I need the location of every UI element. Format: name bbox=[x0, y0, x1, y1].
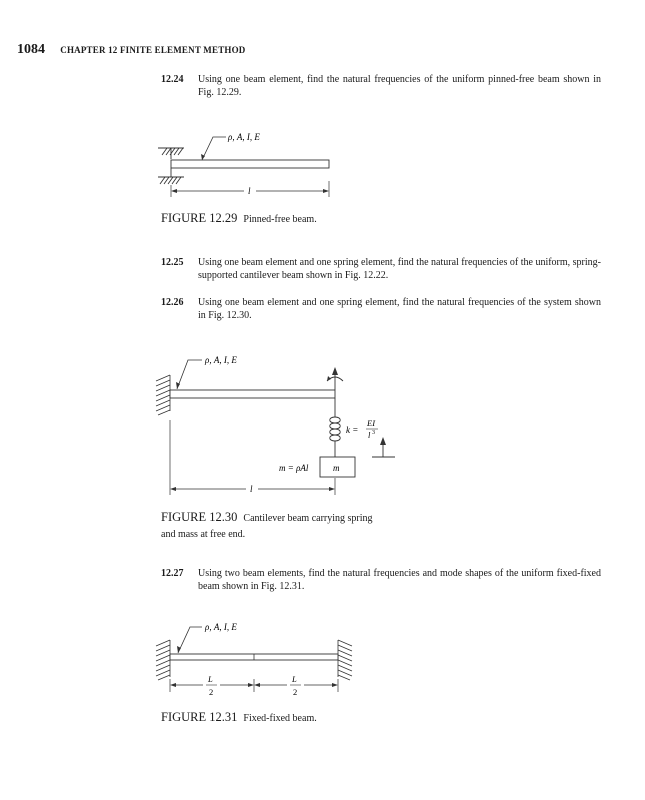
figure-12-29-diagram bbox=[150, 125, 350, 200]
stiffness-label: k = bbox=[346, 425, 359, 435]
problem-text: Using two beam elements, find the natural frequencies and mode shapes of the uniform fixed-fixed beam shown in Fig. 12.31. bbox=[198, 568, 601, 592]
beam bbox=[171, 160, 329, 168]
mass-equation: m = ρAl bbox=[279, 463, 309, 473]
property-label: ρ, A, I, E bbox=[205, 355, 237, 365]
property-leader-arrow bbox=[177, 360, 202, 389]
problem-text: Using one beam element, find the natural frequencies of the uniform pinned-free beam shown in Fig. 12.29. bbox=[198, 74, 601, 98]
property-label: ρ, A, I, E bbox=[205, 622, 237, 632]
problem-12-25 bbox=[161, 256, 601, 282]
mass-label: m bbox=[333, 463, 340, 473]
figure-12-30-caption bbox=[161, 510, 373, 542]
pin-support-top bbox=[158, 148, 184, 159]
problem-12-27 bbox=[161, 567, 601, 593]
problem-text: Using one beam element and one spring element, find the natural frequencies of the uniform, spring-supported cantilever beam shown in Fig. 12.22. bbox=[198, 257, 601, 281]
problem-text: Using one beam element and one spring element, find the natural frequencies of the system shown in Fig. 12.30. bbox=[198, 297, 601, 321]
problem-number: 12.27 bbox=[161, 568, 184, 579]
problem-12-26 bbox=[161, 296, 601, 322]
figure-12-29-caption bbox=[161, 211, 317, 227]
length-label: l bbox=[250, 484, 253, 494]
half-length-numerator-left: L bbox=[208, 674, 213, 684]
figure-12-31-diagram bbox=[150, 615, 360, 705]
half-length-denominator-right: 2 bbox=[293, 687, 298, 697]
property-leader-arrow bbox=[202, 137, 226, 160]
half-length-dimensions bbox=[170, 679, 338, 692]
problem-number: 12.24 bbox=[161, 74, 184, 85]
figure-title: Cantilever beam carrying spring bbox=[243, 513, 373, 524]
problem-12-24 bbox=[161, 73, 601, 99]
figure-title-continued: and mass at free end. bbox=[161, 529, 246, 540]
problem-number: 12.26 bbox=[161, 297, 184, 308]
property-label: ρ, A, I, E bbox=[228, 132, 260, 142]
pin-support-bottom bbox=[158, 168, 184, 184]
spring-coil bbox=[330, 398, 341, 457]
figure-12-30-diagram bbox=[150, 345, 400, 505]
problem-number: 12.25 bbox=[161, 257, 184, 268]
half-length-numerator-right: L bbox=[292, 674, 297, 684]
fixed-wall bbox=[156, 375, 170, 415]
beam bbox=[170, 390, 335, 398]
stiffness-denominator: l bbox=[368, 430, 371, 440]
figure-title: Fixed-fixed beam. bbox=[243, 713, 317, 724]
figure-12-31-caption bbox=[161, 710, 317, 726]
figure-label: FIGURE 12.30 bbox=[161, 510, 238, 524]
length-label: l bbox=[248, 186, 251, 196]
fixed-wall-right bbox=[338, 640, 352, 680]
figure-title: Pinned-free beam. bbox=[243, 214, 317, 225]
figure-label: FIGURE 12.29 bbox=[161, 211, 238, 225]
chapter-title: CHAPTER 12 FINITE ELEMENT METHOD bbox=[60, 45, 246, 55]
stiffness-denominator-exponent: 3 bbox=[372, 430, 375, 436]
page-number: 1084 bbox=[17, 42, 45, 57]
fixed-wall-left bbox=[156, 640, 170, 680]
stiffness-numerator: EI bbox=[367, 418, 376, 428]
running-header bbox=[17, 41, 246, 58]
property-leader-arrow bbox=[178, 627, 202, 653]
figure-label: FIGURE 12.31 bbox=[161, 710, 238, 724]
half-length-denominator-left: 2 bbox=[209, 687, 214, 697]
